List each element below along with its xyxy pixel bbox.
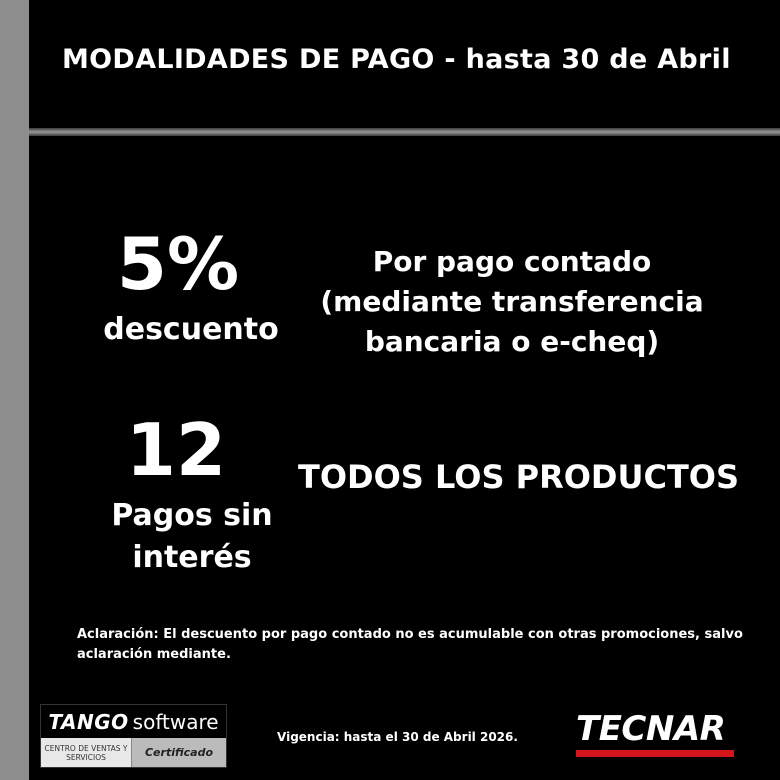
tecnar-logo-underline <box>576 750 734 757</box>
page-title: MODALIDADES DE PAGO - hasta 30 de Abril <box>62 44 731 75</box>
tango-logo-top <box>41 705 226 738</box>
installments-label <box>92 495 292 579</box>
discount-percent: 5% <box>116 222 240 306</box>
left-accent-bar <box>0 0 29 780</box>
tecnar-logo-text: TECNAR <box>576 709 726 749</box>
tango-brand-text: TANGO <box>48 709 129 734</box>
tango-certified-text: Certificado <box>132 738 226 767</box>
header-divider <box>29 128 780 136</box>
discount-description-line: bancaria o e-cheq) <box>364 325 660 358</box>
discount-label: descuento <box>103 312 279 347</box>
installments-label-line: interés <box>132 540 252 575</box>
tango-centro-text: CENTRO DE VENTAS Y SERVICIOS <box>41 738 132 767</box>
discount-description-line: (mediante transferencia <box>320 285 704 318</box>
tango-software-logo <box>40 704 227 768</box>
tango-software-text: software <box>132 709 219 734</box>
installments-description: TODOS LOS PRODUCTOS <box>298 458 740 496</box>
validity-text: Vigencia: hasta el 30 de Abril 2026. <box>277 730 518 744</box>
tango-logo-bottom <box>41 738 226 767</box>
discount-description-line: Por pago contado <box>372 245 652 278</box>
installments-count: 12 <box>125 408 227 492</box>
discount-description <box>312 242 712 362</box>
disclaimer-note: Aclaración: El descuento por pago contado no es acumulable con otras promociones, salvo aclaración mediante. <box>77 627 743 662</box>
installments-label-line: Pagos sin <box>111 498 273 533</box>
tecnar-logo <box>576 711 738 757</box>
